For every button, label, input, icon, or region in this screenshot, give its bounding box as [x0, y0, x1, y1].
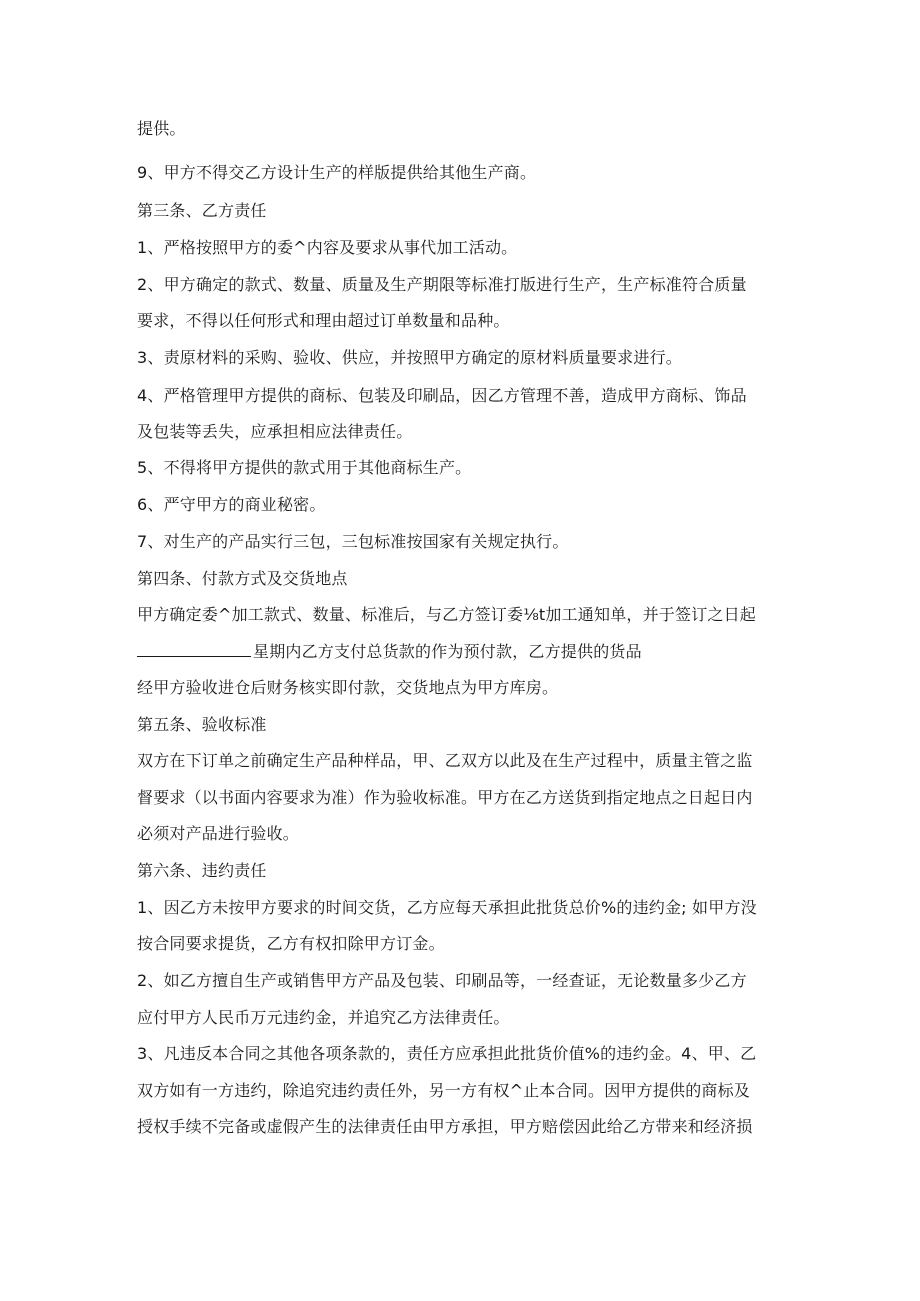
clause-1-text: 1、严格按照甲方的委^内容及要求从事代加工活动。 [137, 238, 518, 257]
breach-1-text-line-2: 按合同要求提货，乙方有权扣除甲方订金。 [137, 934, 445, 953]
blank-underline [137, 641, 251, 657]
clause-2-text-line-1: 2、甲方确定的款式、数量、质量及生产期限等标准打版进行生产，生产标准符合质量 [137, 275, 747, 294]
article-3-heading: 第三条、乙方责任 [137, 201, 267, 220]
payment-text-line-2-content: 星期内乙方支付总货款的作为预付款，乙方提供的货品 [253, 642, 642, 661]
breach-2-text-line-2: 应付甲方人民币万元违约金，并追究乙方法律责任。 [137, 1008, 510, 1027]
acceptance-text-line-1: 双方在下订单之前确定生产品种样品，甲、乙双方以此及在生产过程中，质量主管之监 [137, 751, 753, 770]
article-5-heading: 第五条、验收标准 [137, 715, 267, 734]
clause-3-text: 3、责原材料的采购、验收、供应，并按照甲方确定的原材料质量要求进行。 [137, 348, 682, 367]
acceptance-text-line-3: 必须对产品进行验收。 [137, 824, 300, 843]
breach-3-text-line-2: 双方如有一方违约，除追究违约责任外，另一方有权^止本合同。因甲方提供的商标及 [137, 1081, 751, 1100]
clause-6-text: 6、严守甲方的商业秘密。 [137, 495, 326, 514]
acceptance-text-line-2: 督要求（以书面内容要求为准）作为验收标准。甲方在乙方送货到指定地点之日起日内 [137, 788, 753, 807]
clause-4-text-line-2: 及包装等丢失，应承担相应法律责任。 [137, 422, 413, 441]
breach-1-text-line-1: 1、因乙方未按甲方要求的时间交货，乙方应每天承担此批货总价%的违约金; 如甲方没 [137, 898, 757, 917]
payment-text-line-3: 经甲方验收进仓后财务核实即付款，交货地点为甲方库房。 [137, 678, 559, 697]
clause-2-text-line-2: 要求，不得以任何形式和理由超过订单数量和品种。 [137, 311, 510, 330]
article-4-heading: 第四条、付款方式及交货地点 [137, 569, 348, 588]
clause-7-text: 7、对生产的产品实行三包，三包标准按国家有关规定执行。 [137, 532, 569, 551]
breach-3-text-line-3: 授权手续不完备或虚假产生的法律责任由甲方承担，甲方赔偿因此给乙方带来和经济损 [137, 1117, 753, 1136]
clause-4-text-line-1: 4、严格管理甲方提供的商标、包装及印刷品，因乙方管理不善，造成甲方商标、饰品 [137, 386, 747, 405]
clause-9-text: 9、甲方不得交乙方设计生产的样版提供给其他生产商。 [137, 163, 537, 182]
breach-2-text-line-1: 2、如乙方擅自生产或销售甲方产品及包装、印刷品等，一经查证，无论数量多少乙方 [137, 971, 747, 990]
breach-3-text-line-1: 3、凡违反本合同之其他各项条款的，责任方应承担此批货价值%的违约金。4、甲、乙 [137, 1044, 757, 1063]
payment-text-line-2 [137, 641, 642, 662]
payment-text-line-1: 甲方确定委^加工款式、数量、标准后，与乙方签订委⅛t加工通知单，并于签订之日起 [137, 605, 756, 624]
text-line-1: 提供。 [137, 119, 186, 138]
clause-5-text: 5、不得将甲方提供的款式用于其他商标生产。 [137, 458, 472, 477]
article-6-heading: 第六条、违约责任 [137, 861, 267, 880]
